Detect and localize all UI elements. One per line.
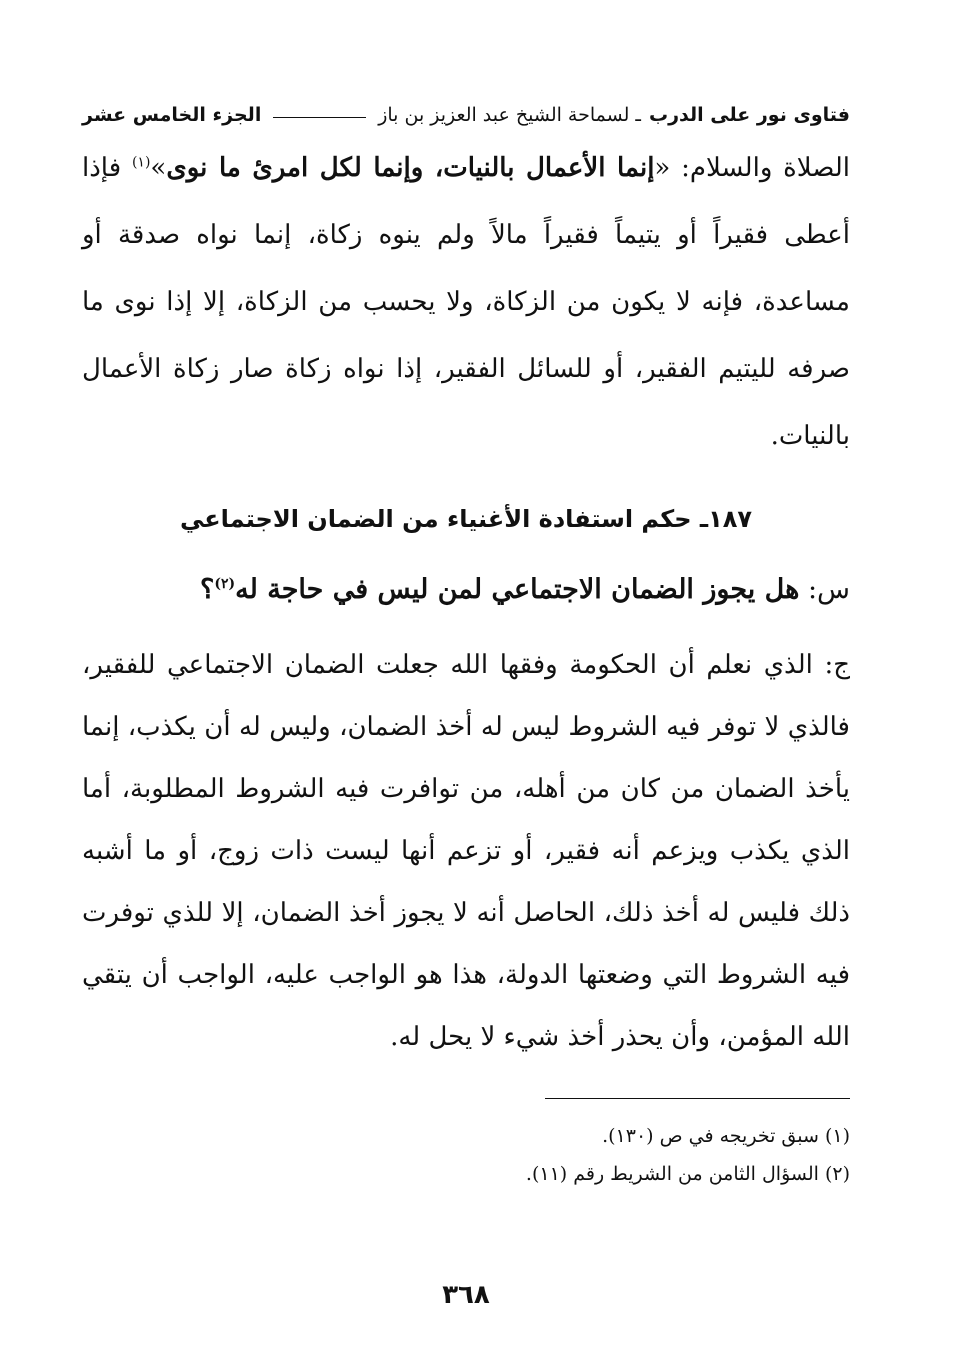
author-credit: ـ لسماحة الشيخ عبد العزيز بن باز: [378, 104, 641, 126]
intro-lead: الصلاة والسلام: «: [654, 153, 851, 183]
hadith-quote: إنما الأعمال بالنيات، وإنما لكل امرئ ما نوى: [166, 153, 655, 183]
footnote-divider: [545, 1098, 850, 1099]
footnote-marker-2: (٢): [214, 576, 236, 592]
question-text: هل يجوز الضمان الاجتماعي لمن ليس في حاجة له: [235, 574, 800, 605]
question-prefix: س:: [799, 574, 850, 605]
footnote-marker-1: (١): [131, 154, 151, 171]
intro-paragraph: [82, 135, 850, 470]
question: [82, 560, 850, 620]
book-page: [82, 95, 850, 1345]
book-title: فتاوى نور على الدرب: [649, 104, 850, 126]
answer-paragraph: ج: الذي نعلم أن الحكومة وفقها الله جعلت الضمان الاجتماعي للفقير، فالذي لا توفر فيه الشروط ليس له أخذ الضمان، وليس له أن يكذب، إنما يأخذ الضمان من كان من أهله، من توافرت فيه الشروط المطلوبة، أما الذي يكذب ويزعم أنه فقير، أو تزعم أنها ليست ذات زوج، أو ما أشبه ذلك فليس له أخذ ذلك، الحاصل أنه لا يجوز أخذ الضمان، إلا للذي توفرت فيه الشروط التي وضعتها الدولة، هذا هو الواجب عليه، الواجب أن يتقي الله المؤمن، وأن يحذر أخذ شيء لا يحل له.: [82, 650, 850, 1052]
page-number: ٣٦٨: [442, 1280, 490, 1310]
footnotes: [82, 1117, 850, 1193]
quote-close: »: [150, 153, 167, 183]
footnote-1: (١) سبق تخريجه في ص (١٣٠).: [602, 1125, 850, 1147]
question-end: ؟: [200, 574, 215, 605]
header-separator: [273, 117, 366, 118]
running-header: [82, 95, 850, 135]
intro-rest: فإذا أعطى فقيراً أو يتيماً فقيراً مالاً ولم ينوه زكاة، إنما نواه صدقة أو مساعدة، فإنه لا يكون من الزكاة، ولا يحسب من الزكاة، إلا إذا نوى ما صرفه لليتيم الفقير، أو للسائل الفقير، إذا نواه زكاة صار زكاة الأعمال بالنيات.: [82, 153, 850, 451]
volume-label: الجزء الخامس عشر: [82, 104, 262, 126]
section-heading: ١٨٧ـ حكم استفادة الأغنياء من الضمان الاجتماعي: [179, 505, 753, 533]
footnote-2: (٢) السؤال الثامن من الشريط رقم (١١).: [525, 1163, 850, 1185]
